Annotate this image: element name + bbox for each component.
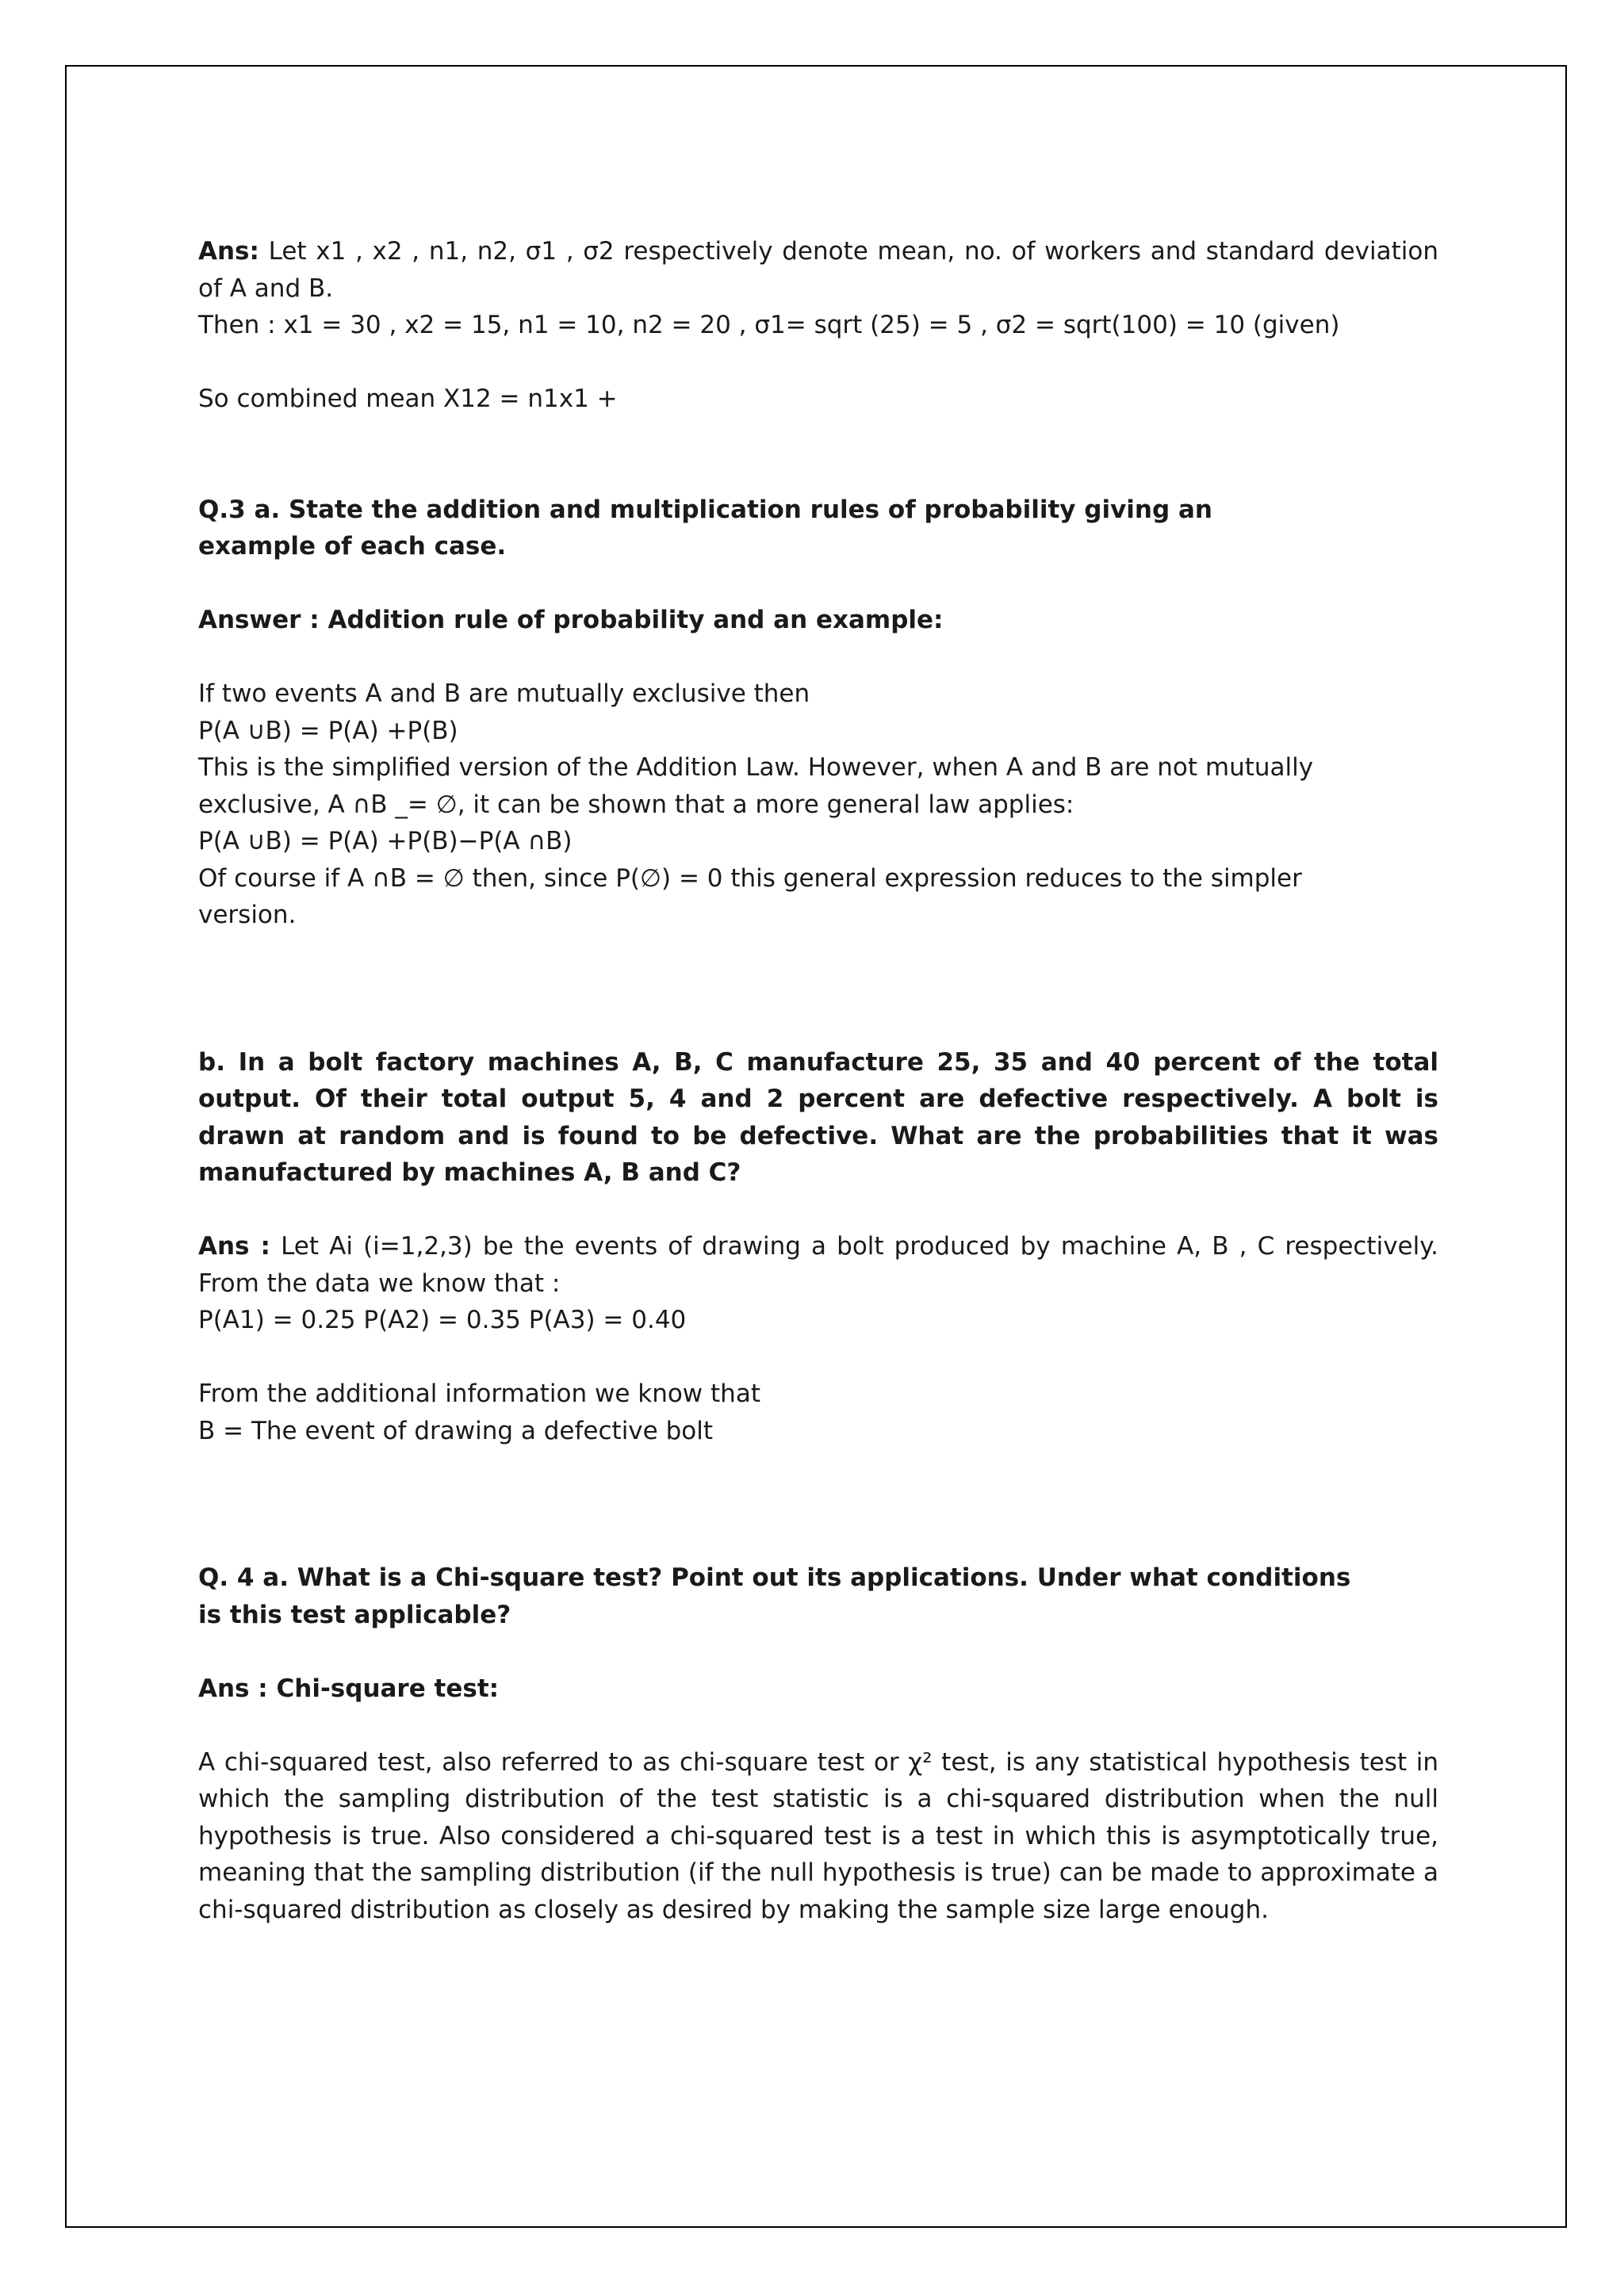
q3a-line-3: This is the simplified version of the Addition Law. However, when A and B are not mutually <box>198 753 1314 782</box>
q3b-ans-label: Ans : <box>198 1232 270 1261</box>
ans1-text: Let x1 , x2 , n1, n2, σ1 , σ2 respectively denote mean, no. of workers and standard deviation of A and B. <box>198 237 1438 303</box>
q3a-line-1: If two events A and B are mutually exclusive then <box>198 679 810 708</box>
ans1-combined-mean: So combined mean X12 = n1x1 + <box>198 385 618 413</box>
q3a-line-7: version. <box>198 901 297 929</box>
ans1-given-line: Then : x1 = 30 , x2 = 15, n1 = 10, n2 = 20 , σ1= sqrt (25) = 5 , σ2 = sqrt(100) = 10 (given) <box>198 311 1340 339</box>
q3b-question: b. In a bolt factory machines A, B, C manufacture 25, 35 and 40 percent of the total output. Of their total output 5, 4 and 2 percent are defective respectively. A bolt is drawn at random and is found to be defective. What are the probabilities that it was manufactured by machines A, B and C? <box>198 1047 1438 1187</box>
q3b-ans-text: Let Ai (i=1,2,3) be the events of drawing a bolt produced by machine A, B , C respectively. From the data we know that : <box>198 1232 1439 1298</box>
q3b-probabilities: P(A1) = 0.25 P(A2) = 0.35 P(A3) = 0.40 <box>198 1306 687 1334</box>
document-body <box>198 233 1438 1928</box>
q4a-question: Q. 4 a. What is a Chi-square test? Point out its applications. Under what conditions is this test applicable? <box>198 1563 1351 1629</box>
ans1-label: Ans: <box>198 237 259 266</box>
q3a-line-2: P(A ∪B) = P(A) +P(B) <box>198 716 458 745</box>
q3b-info-2: B = The event of drawing a defective bolt <box>198 1416 713 1445</box>
q3a-line-6: Of course if A ∩B = ∅ then, since P(∅) = 0 this general expression reduces to the simpler <box>198 863 1302 893</box>
q3b-answer <box>198 1228 1438 1302</box>
ans1-paragraph <box>198 233 1438 307</box>
q4a-answer-heading: Ans : Chi-square test: <box>198 1674 500 1703</box>
q3a-answer-heading: Answer : Addition rule of probability and an example: <box>198 606 944 634</box>
q3b-info-1: From the additional information we know that <box>198 1380 760 1408</box>
q3a-question: Q.3 a. State the addition and multiplication rules of probability giving an example of each case. <box>198 495 1212 561</box>
q4a-paragraph: A chi-squared test, also referred to as chi-square test or χ² test, is any statistical hypothesis test in which the sampling distribution of the test statistic is a chi-squared distribution when the null hypothesis is true. Also considered a chi-squared test is a test in which this is asymptotically true, meaning that the sampling distribution (if the null hypothesis is true) can be made to approximate a chi-squared distribution as closely as desired by making the sample size large enough. <box>198 1747 1438 1924</box>
q3a-line-5: P(A ∪B) = P(A) +P(B)−P(A ∩B) <box>198 827 573 855</box>
q3a-line-4: exclusive, A ∩B _= ∅, it can be shown that a more general law applies: <box>198 790 1074 819</box>
